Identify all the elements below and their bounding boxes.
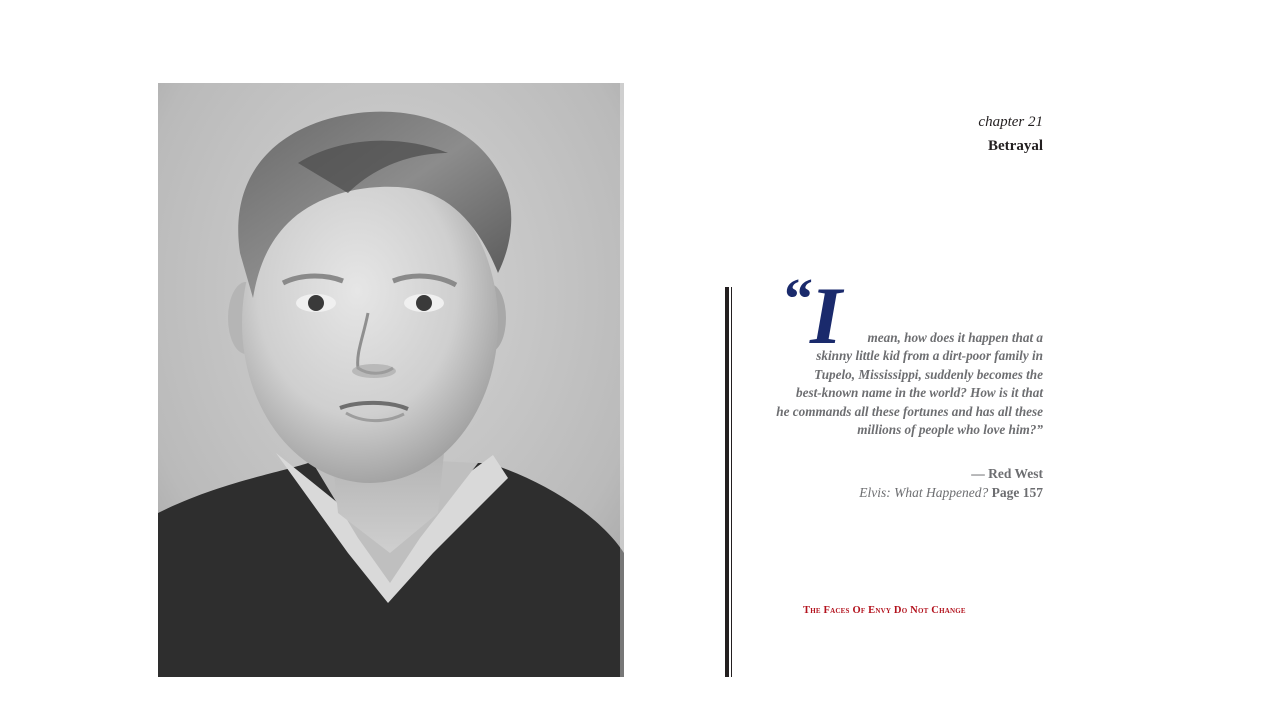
vertical-rule xyxy=(725,287,732,677)
quote-line: millions of people who love him?” xyxy=(857,422,1043,438)
quote-drop-cap: I xyxy=(810,270,842,361)
quote-line: skinny little kid from a dirt-poor family in xyxy=(816,348,1043,364)
quote-line: he commands all these fortunes and has all these xyxy=(776,403,1043,419)
attribution-name: — Red West xyxy=(971,466,1043,481)
attribution-book: Elvis: What Happened? xyxy=(859,485,989,500)
quote-line: best-known name in the world? How is it that xyxy=(796,385,1043,401)
chapter-number: chapter 21 xyxy=(978,114,1043,130)
running-footer: The Faces Of Envy Do Not Change xyxy=(803,605,966,616)
quote-open-mark: “ xyxy=(784,266,813,331)
portrait-photo xyxy=(158,83,624,677)
quote-body xyxy=(743,329,1043,439)
attribution-page: Page 157 xyxy=(991,485,1043,500)
chapter-title: Betrayal xyxy=(988,138,1043,154)
attribution-source xyxy=(859,485,1043,501)
quote-line: mean, how does it happen that a xyxy=(867,330,1043,345)
quote-line: Tupelo, Mississippi, suddenly becomes the xyxy=(814,366,1043,382)
